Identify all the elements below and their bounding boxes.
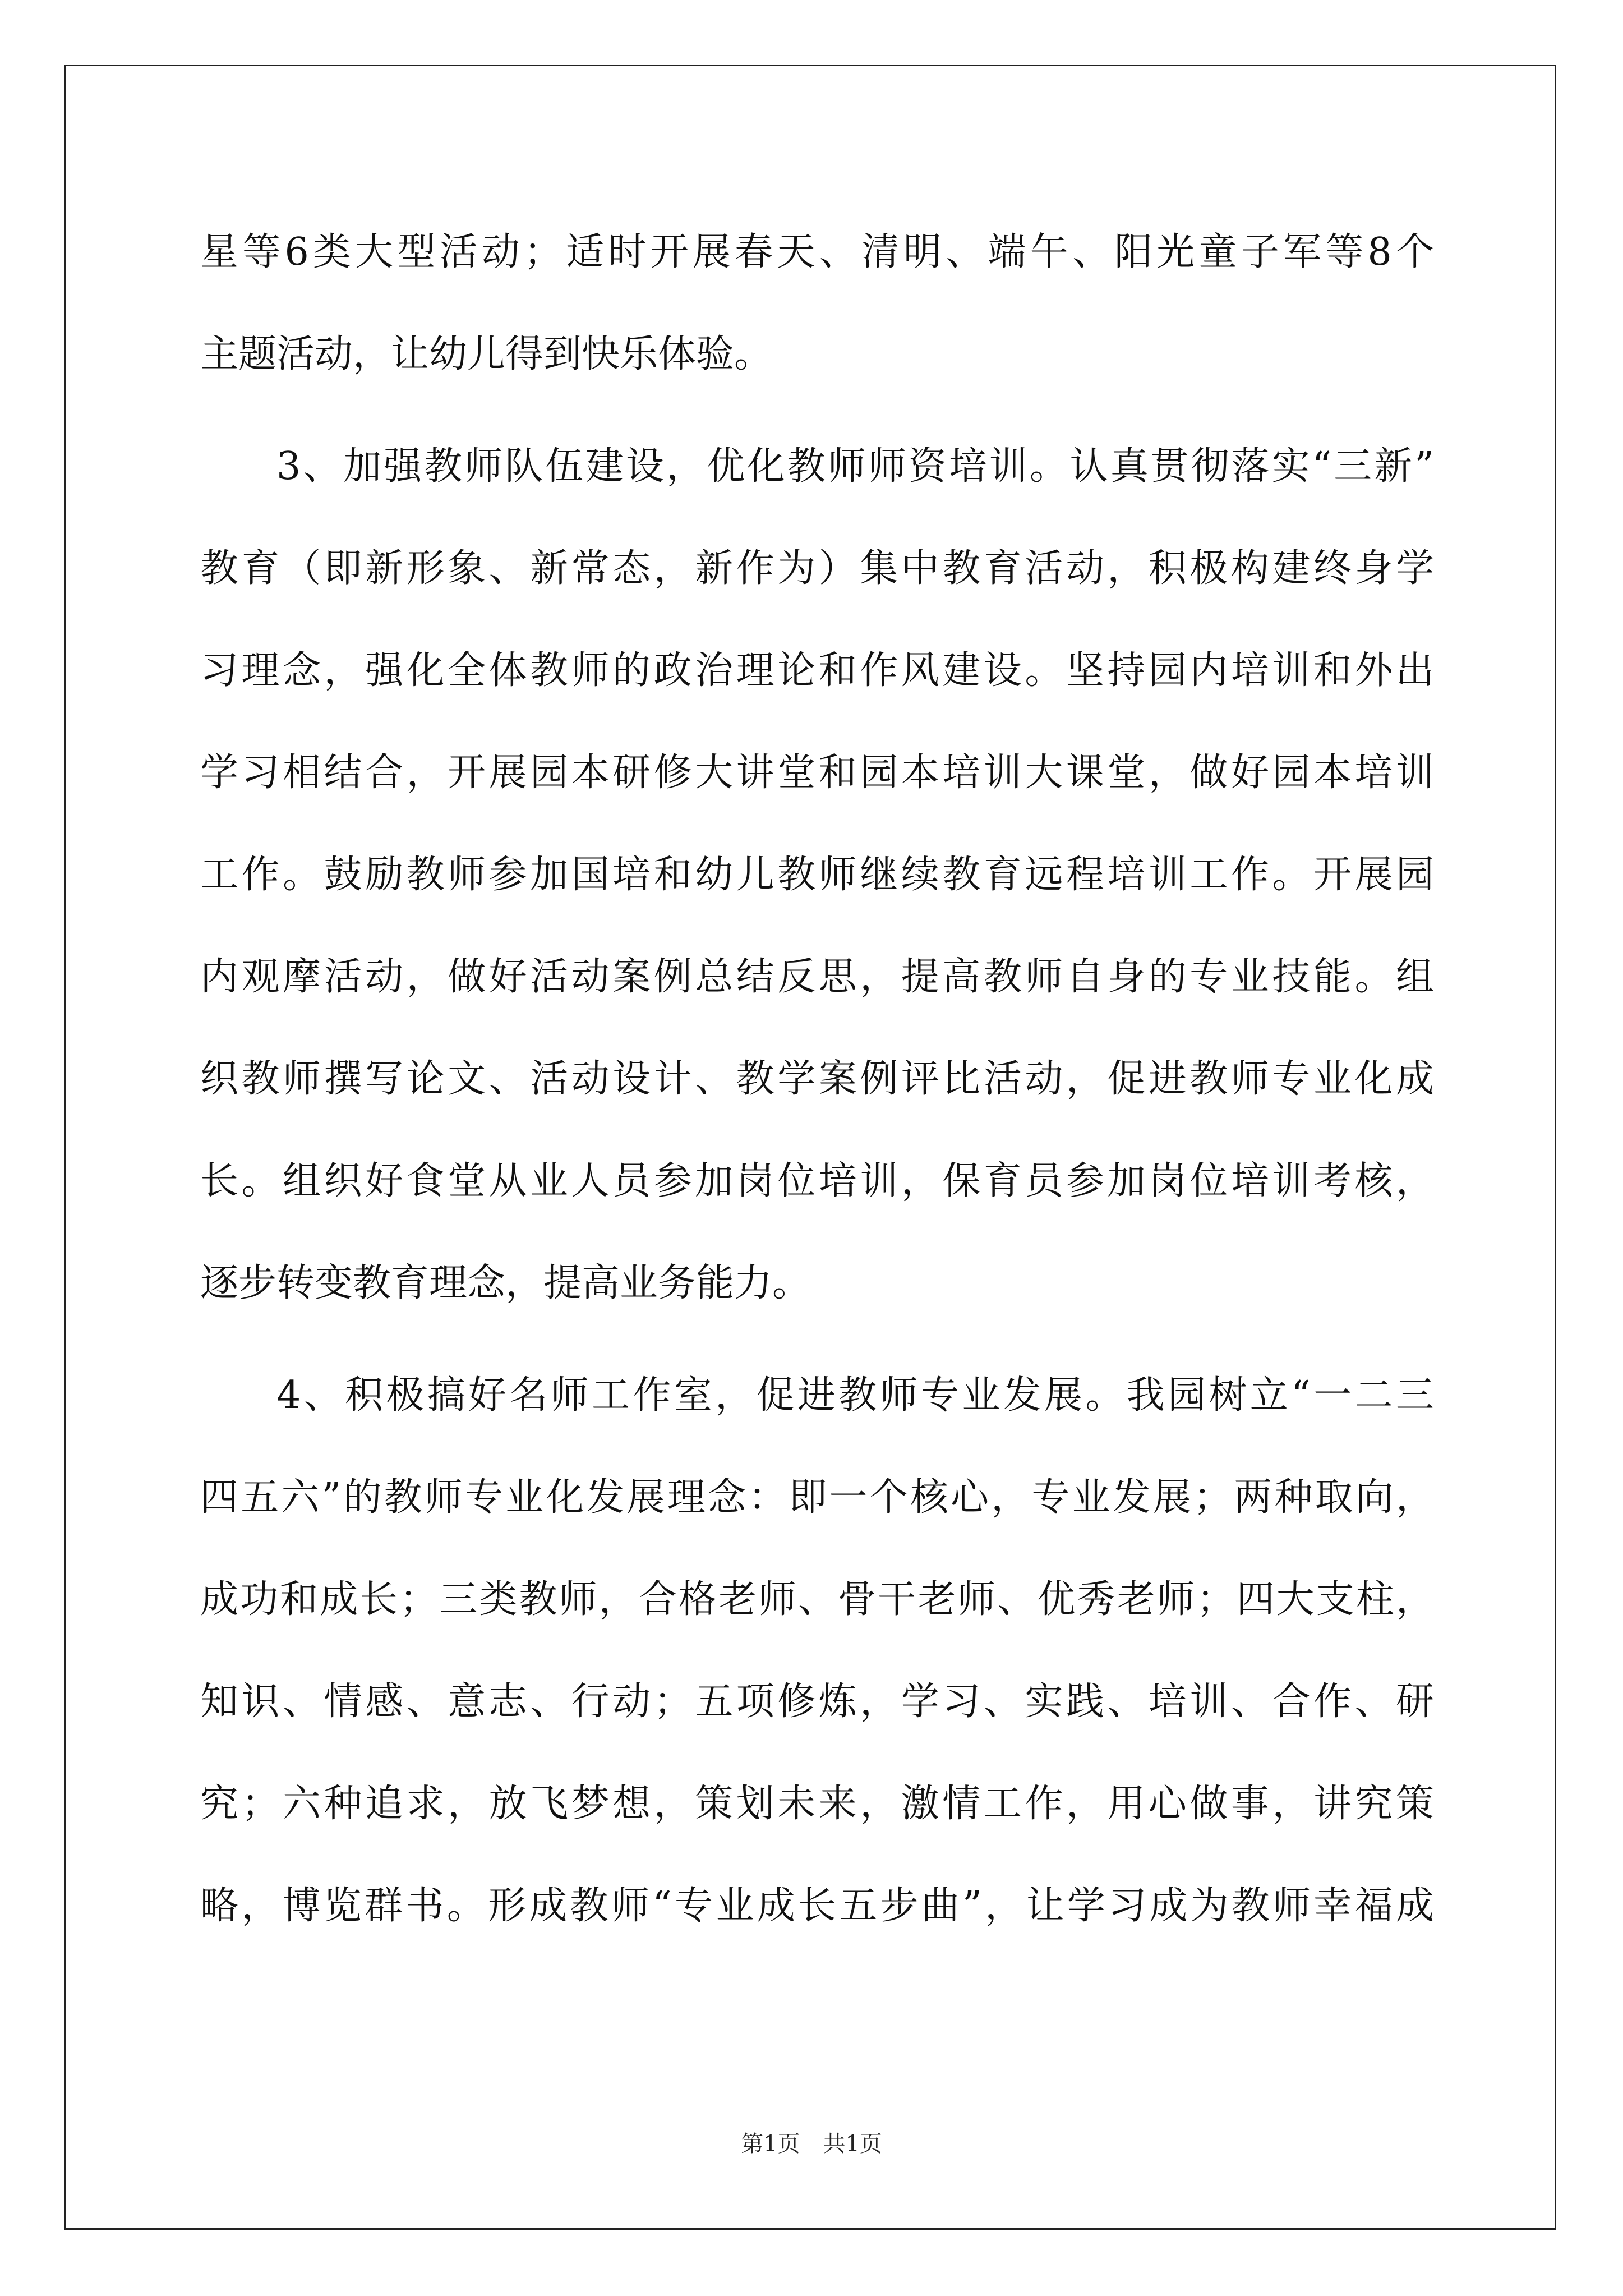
page-footer: [0, 2126, 1623, 2158]
text-line: 工作。鼓励教师参加国培和幼儿教师继续教育远程培训工作。开展园: [200, 853, 1434, 897]
text-line: 究；六种追求，放飞梦想，策划未来，激情工作，用心做事，讲究策: [200, 1782, 1434, 1826]
text-line: 习理念，强化全体教师的政治理论和作风建设。坚持园内培训和外出: [200, 648, 1434, 693]
text-line: 织教师撰写论文、活动设计、教学案例评比活动，促进教师专业化成: [200, 1057, 1434, 1101]
page-total: 共1页: [823, 2131, 882, 2157]
text-line: 内观摩活动，做好活动案例总结反思，提高教师自身的专业技能。组: [200, 955, 1434, 999]
paragraph-start-line: 4、积极搞好名师工作室，促进教师专业发展。我园树立“一二三: [276, 1373, 1434, 1418]
paragraph-start-line: 3、加强教师队伍建设，优化教师师资培训。认真贯彻落实“三新”: [276, 444, 1434, 489]
text-line: 学习相结合，开展园本研修大讲堂和园本培训大课堂，做好园本培训: [200, 751, 1434, 795]
text-line: 教育（即新形象、新常态，新作为）集中教育活动，积极构建终身学: [200, 546, 1434, 591]
text-line: 长。组织好食堂从业人员参加岗位培训，保育员参加岗位培训考核，: [200, 1159, 1434, 1203]
text-line: 逐步转变教育理念，提高业务能力。: [200, 1261, 811, 1305]
text-line: 主题活动，让幼儿得到快乐体验。: [200, 332, 773, 376]
text-line: 知识、情感、意志、行动；五项修炼，学习、实践、培训、合作、研: [200, 1680, 1434, 1724]
text-line: 四五六”的教师专业化发展理念：即一个核心，专业发展；两种取向，: [200, 1475, 1434, 1520]
text-line: 星等6类大型活动；适时开展春天、清明、端午、阳光童子军等8个: [200, 230, 1434, 274]
document-body: [200, 219, 1434, 1975]
text-line: 略，博览群书。形成教师“专业成长五步曲”，让学习成为教师幸福成: [200, 1884, 1434, 1928]
page-number: 第1页: [741, 2131, 800, 2157]
text-line: 成功和成长；三类教师，合格老师、骨干老师、优秀老师；四大支柱，: [200, 1577, 1434, 1622]
